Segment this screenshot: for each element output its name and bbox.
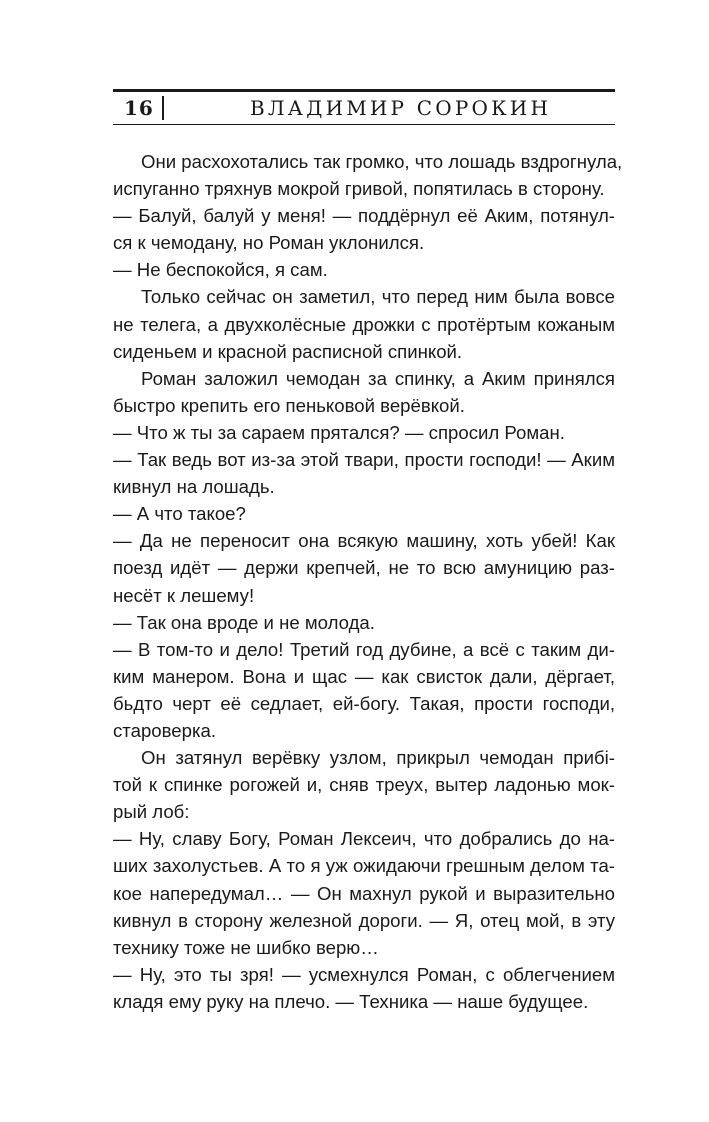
body-text (113, 148, 623, 1015)
text-line: Они расхохотались так громко, что лошадь вздрогнула, (141, 151, 623, 172)
text-line: кладя ему руку на плечо. — Техника — наше будущее. (113, 990, 589, 1012)
text-line: кивнул на лошадь. (113, 476, 275, 498)
text-line: ся к чемодану, но Роман уклонился. (113, 232, 425, 254)
text-line: Только сейчас он заметил, что перед ним была вовсе (141, 286, 615, 308)
text-line: несёт к лешему! (113, 584, 255, 606)
text-line: староверка. (113, 719, 217, 741)
text-line: — Так ведь вот из-за этой твари, прости господи! — Аким (113, 449, 615, 471)
text-line: той к спинке рогожей и, сняв треух, вытер ладонью мок- (113, 774, 615, 796)
text-line: — Что ж ты за сараем прятался? — спросил Роман. (113, 421, 565, 443)
text-line: — Не беспокойся, я сам. (113, 259, 328, 281)
text-line: Роман заложил чемодан за спинку, а Аким принялся (141, 367, 615, 389)
text-line: — Так она вроде и не молода. (113, 611, 375, 633)
header-bottom-rule (113, 124, 615, 125)
header-divider (162, 96, 164, 120)
text-line: технику тоже не шибко верю… (113, 936, 379, 958)
text-line: — Ну, это ты зря! — усмехнулся Роман, с облегчением (113, 963, 615, 985)
text-line: — Да не переносит она всякую машину, хоть убей! Как (113, 530, 615, 552)
text-line: поезд идёт — держи крепчей, не то всю амуницию раз- (113, 557, 615, 579)
text-line: сиденьем и красной расписной спинкой. (113, 340, 463, 362)
header-top-rule (113, 89, 615, 92)
text-line: испуганно тряхнув мокрой гривой, попятилась в сторону. (113, 178, 605, 200)
text-line: — Ну, славу Богу, Роман Лексеич, что добрались до на- (113, 828, 615, 850)
text-line: Он затянул верёвку узлом, прикрыл чемодан прибi- (141, 747, 615, 769)
text-line: бьдто черт её седлает, ей-богу. Такая, прости господи, (113, 692, 615, 714)
text-line: ким манером. Вона и щас — как свисток дали, дёргает, (113, 665, 615, 687)
text-line: ших захолустьев. А то я уж ожидаючи грешным делом та- (113, 855, 615, 877)
text-line: кивнул в сторону железной дороги. — Я, отец мой, в эту (113, 909, 615, 931)
text-line: быстро крепить его пеньковой верёвкой. (113, 394, 465, 416)
page-number: 16 (124, 96, 154, 120)
text-line: кое напередумал… — Он махнул рукой и выразительно (113, 882, 615, 904)
text-line: — В том-то и дело! Третий год дубине, а всё с таким ди- (113, 638, 615, 660)
text-line: рый лоб: (113, 801, 190, 823)
text-line: — А что такое? (113, 503, 246, 525)
running-head-author: ВЛАДИМИР СОРОКИН (250, 96, 552, 120)
text-line: — Балуй, балуй у меня! — поддёрнул её Аким, потянул- (113, 205, 615, 227)
text-line: не телега, а двухколёсные дрожки с протёртым кожаным (113, 313, 615, 335)
